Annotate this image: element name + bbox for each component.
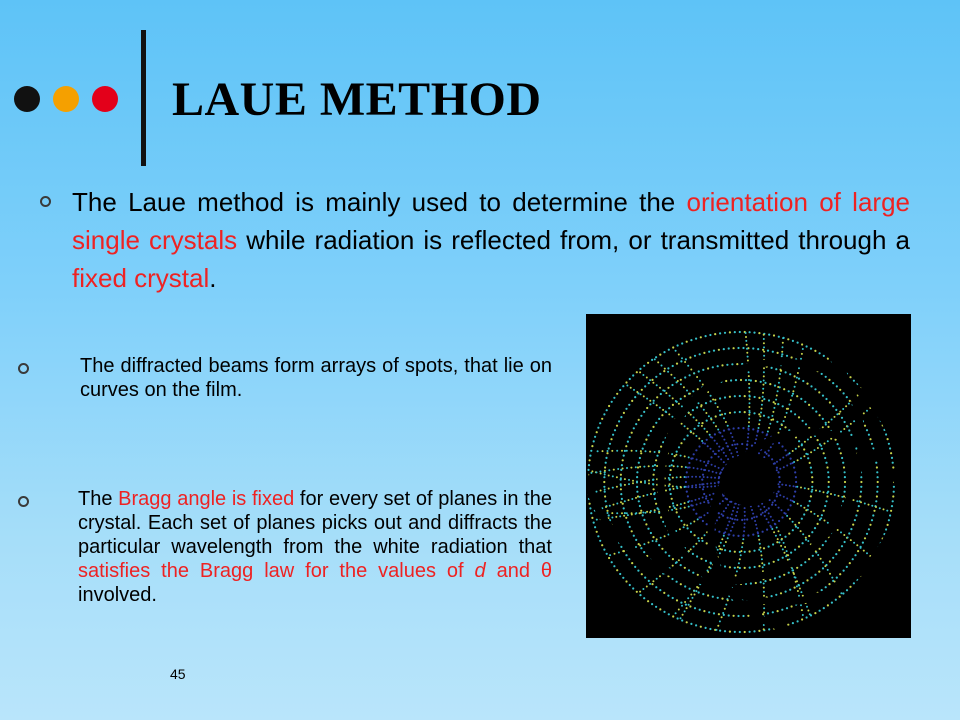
dot-orange xyxy=(53,86,79,112)
decorative-dots xyxy=(14,86,118,112)
bullet-icon xyxy=(18,496,29,507)
dot-red xyxy=(92,86,118,112)
paragraph-diffracted-beams: The diffracted beams form arrays of spots, that lie on curves on the film. xyxy=(80,355,552,401)
paragraph-laue-purpose: The Laue method is mainly used to determine the orientation of large single crystals while radiation is reflected from, or transmitted through a fixed crystal. xyxy=(72,187,910,293)
paragraph-bragg-angle: The Bragg angle is fixed for every set of planes in the crystal. Each set of planes picks out and diffracts the particular wavelength from the white radiation that satisfies the Bragg law for the values of d and θ involved. xyxy=(78,488,552,606)
dot-black xyxy=(14,86,40,112)
laue-pattern-image xyxy=(586,314,911,638)
slide-title: LAUE METHOD xyxy=(172,73,542,126)
highlight-text: satisfies the Bragg law for the values of xyxy=(78,560,475,582)
symbol-theta: θ xyxy=(540,560,552,582)
bullet-icon xyxy=(18,363,29,374)
bullet-icon xyxy=(40,196,51,207)
variable-d: d xyxy=(474,560,486,582)
highlight-text: orientation of large single crystals xyxy=(72,187,910,255)
highlight-text: fixed crystal xyxy=(72,263,210,293)
page-number: 45 xyxy=(170,666,186,682)
title-divider xyxy=(141,30,146,166)
highlight-text: Bragg angle is fixed xyxy=(118,488,295,510)
